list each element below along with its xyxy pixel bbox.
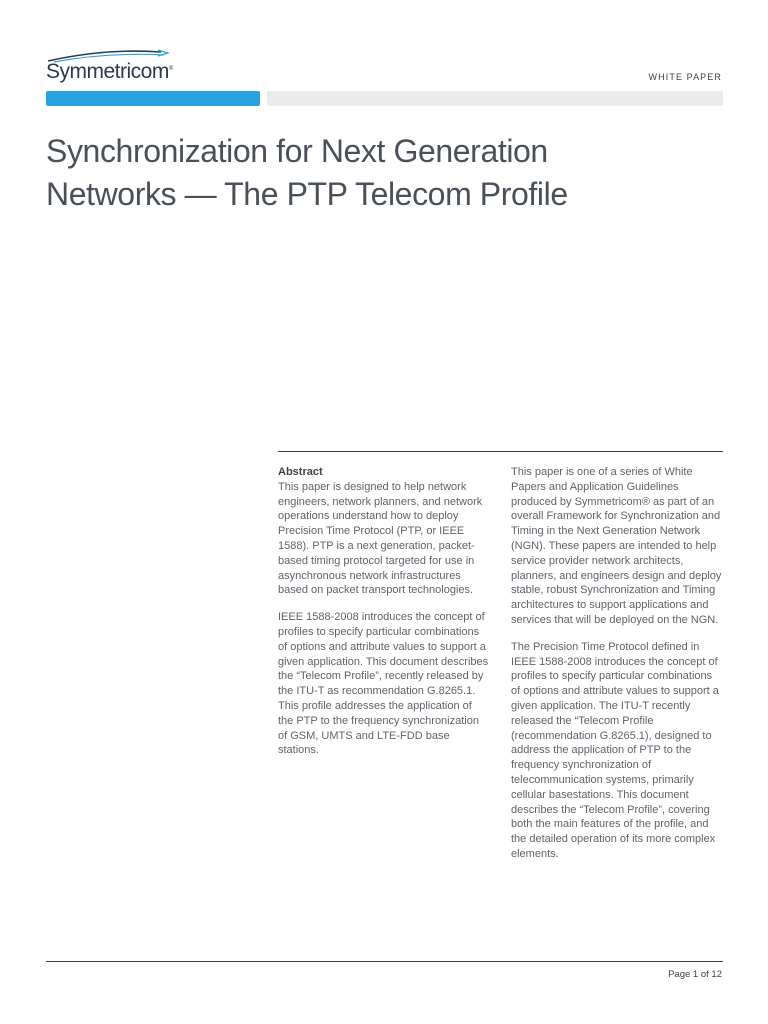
section-divider <box>278 451 723 452</box>
abstract-column <box>278 465 490 770</box>
abstract-paragraph-2: IEEE 1588-2008 introduces the concept of profiles to specify particular combinations of options and attribute values to support a given application. This document describes the “Telecom Profile”, recently released by the ITU-T as recommendation G.8265.1. This profile addresses the application of the PTP to the frequency synchronization of GSM, UMTS and LTE-FDD base stations. <box>278 611 489 757</box>
logo-wordmark: Symmetricom® <box>46 60 173 83</box>
abstract-text-1: This paper is designed to help network engineers, network planners, and network operations understand how to deploy Precision Time Protocol (PTP, or IEEE 1588). PTP is a next generation, packet-based timing protocol targeted for use in asynchronous network infrastructures based on packet transport technologies. <box>278 480 483 597</box>
document-title <box>46 130 686 216</box>
symmetricom-logo <box>46 46 186 86</box>
accent-bar <box>46 91 260 106</box>
header-bar <box>267 91 723 106</box>
intro-paragraph-2: The Precision Time Protocol defined in IEEE 1588-2008 introduces the concept of profiles to specify particular combinations of options and attribute values to support a given application. The ITU-T recently released the “Telecom Profile (recommendation G.8265.1), designed to address the application of PTP to the frequency synchronization of telecommunication systems, primarily cellular basestations. This document describes the “Telecom Profile”, covering both the main features of the profile, and the detailed operation of its more complex elements. <box>511 640 719 860</box>
intro-paragraph-1: This paper is one of a series of White Papers and Application Guidelines produced by Symmetricom® as part of an overall Framework for Synchronization and Timing in the Next Generation Network (NGN). These papers are intended to help service provider network architects, planners, and engineers design and deploy stable, robust Synchronization and Timing architectures to support applications and services that will be deployed on the NGN. <box>511 466 722 626</box>
page-number: Page 1 of 12 <box>668 969 722 980</box>
title-line-1: Synchronization for Next Generation <box>46 133 548 169</box>
intro-column <box>511 465 723 874</box>
abstract-heading: Abstract <box>278 466 323 478</box>
footer-divider <box>46 961 723 962</box>
abstract-paragraph-1 <box>278 465 490 598</box>
document-type-label: WHITE PAPER <box>648 72 722 82</box>
title-line-2: Networks — The PTP Telecom Profile <box>46 176 568 212</box>
